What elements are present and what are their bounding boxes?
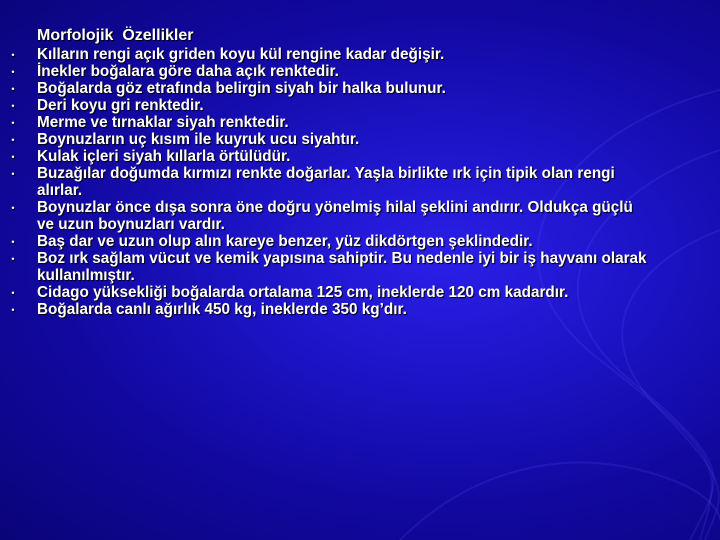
- bullet-text-line: Kılların rengi açık griden koyu kül rengine kadar değişir.: [37, 46, 445, 63]
- bullet-dot-icon: •: [11, 203, 15, 213]
- bullet-text-line: Boz ırk sağlam vücut ve kemik yapısına sahiptir. Bu nedenle iyi bir iş hayvanı olarak: [37, 250, 647, 267]
- bullet-text-line: Boynuzlar önce dışa sonra öne doğru yönelmiş hilal şeklini andırır. Oldukça güçlü: [37, 199, 633, 216]
- bullet-dot-icon: •: [11, 101, 15, 111]
- bullet-text-line: Deri koyu gri renktedir.: [37, 97, 204, 114]
- bullet-dot-icon: •: [11, 50, 15, 60]
- bullet-text-line: ve uzun boynuzları vardır.: [37, 216, 225, 233]
- bullet-item: [0, 250, 720, 284]
- bullet-text-line: Buzağılar doğumda kırmızı renkte doğarlar. Yaşla birlikte ırk için tipik olan rengi: [37, 165, 615, 182]
- bullet-dot-icon: •: [11, 254, 15, 264]
- bullet-item: [0, 97, 720, 114]
- bullet-text-line: İnekler boğalara göre daha açık renktedir.: [37, 63, 339, 80]
- bullet-item: [0, 233, 720, 250]
- bullet-item: [0, 114, 720, 131]
- bullet-item: [0, 301, 720, 318]
- bullet-text-line: Cidago yüksekliği boğalarda ortalama 125 cm, ineklerde 120 cm kadardır.: [37, 284, 569, 301]
- bullet-text-line: Merme ve tırnaklar siyah renktedir.: [37, 114, 289, 131]
- bullet-dot-icon: •: [11, 135, 15, 145]
- bullet-dot-icon: •: [11, 288, 15, 298]
- bullet-text-line: alırlar.: [37, 182, 83, 199]
- bullet-text-line: Kulak içleri siyah kıllarla örtülüdür.: [37, 148, 291, 165]
- bullet-text-line: Boğalarda göz etrafında belirgin siyah bir halka bulunur.: [37, 80, 446, 97]
- bullet-item: [0, 63, 720, 80]
- bullet-item: [0, 46, 720, 63]
- bullet-item: [0, 80, 720, 97]
- bullet-dot-icon: •: [11, 67, 15, 77]
- bullet-text-line: kullanılmıştır.: [37, 267, 135, 284]
- bullet-text-line: Baş dar ve uzun olup alın kareye benzer, yüz dikdörtgen şeklindedir.: [37, 233, 533, 250]
- slide-title: Morfolojik Özellikler: [37, 27, 194, 44]
- bullet-text-line: Boynuzların uç kısım ile kuyruk ucu siyahtır.: [37, 131, 360, 148]
- bullet-text-line: Boğalarda canlı ağırlık 450 kg, ineklerde 350 kg’dır.: [37, 301, 407, 318]
- bullet-dot-icon: •: [11, 169, 15, 179]
- bullet-item: [0, 148, 720, 165]
- bullet-dot-icon: •: [11, 118, 15, 128]
- bullet-item: [0, 284, 720, 301]
- slide-content: [0, 26, 720, 318]
- bullet-dot-icon: •: [11, 152, 15, 162]
- bullet-list: [0, 46, 720, 318]
- bullet-item: [0, 131, 720, 148]
- bullet-item: [0, 165, 720, 199]
- bullet-item: [0, 199, 720, 233]
- bullet-dot-icon: •: [11, 84, 15, 94]
- bullet-dot-icon: •: [11, 237, 15, 247]
- bullet-dot-icon: •: [11, 305, 15, 315]
